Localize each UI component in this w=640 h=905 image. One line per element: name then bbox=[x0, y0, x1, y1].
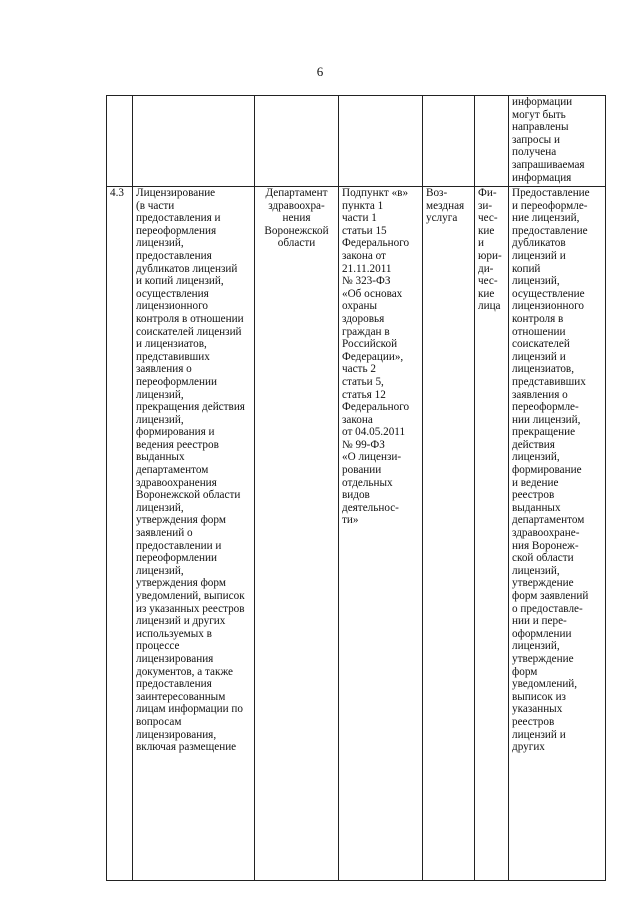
text-line: № 99-ФЗ bbox=[342, 438, 385, 451]
text-line: направлены bbox=[512, 121, 569, 134]
text-line: (в части bbox=[136, 199, 175, 212]
text-line: статьи 5, bbox=[342, 375, 384, 388]
text-line: запрашиваемая bbox=[512, 158, 585, 171]
text-line: предоставление bbox=[512, 224, 588, 237]
text-line: дубликатов bbox=[512, 237, 566, 250]
text-line: действия bbox=[512, 438, 555, 451]
text-line: закона от bbox=[342, 249, 386, 262]
text-line: департаментом bbox=[512, 514, 585, 527]
text-line: могут быть bbox=[512, 108, 566, 121]
text-line: лицензий и bbox=[512, 350, 566, 363]
cell-department bbox=[255, 187, 339, 881]
text-line: лицензий, bbox=[512, 640, 560, 653]
text-line: соискателей лицензий bbox=[136, 325, 242, 338]
text-line: из указанных реестров bbox=[136, 602, 245, 615]
text-line: лица bbox=[478, 300, 501, 313]
text-line: копий bbox=[512, 262, 541, 275]
text-line: здравоохра- bbox=[268, 199, 325, 212]
text-line: формирования и bbox=[136, 426, 215, 439]
text-line: лицензий, bbox=[512, 564, 560, 577]
cell-service-type bbox=[423, 187, 475, 881]
text-line: Фи- bbox=[478, 187, 497, 199]
text-line: форм заявлений bbox=[512, 590, 589, 602]
text-line: ние лицензий, bbox=[512, 212, 580, 225]
cell-recipient-empty bbox=[475, 96, 509, 187]
text-line: осуществление bbox=[512, 287, 585, 300]
text-line: видов bbox=[342, 489, 370, 502]
text-line: Воз- bbox=[426, 187, 448, 199]
text-line: переоформления bbox=[136, 224, 217, 237]
text-line: лицензирования bbox=[136, 652, 214, 665]
text-line: переоформле- bbox=[512, 401, 579, 414]
text-line: утверждение bbox=[512, 577, 574, 590]
text-line: утверждение bbox=[512, 652, 574, 665]
text-line: формирование bbox=[512, 464, 582, 477]
cell-department-empty bbox=[255, 96, 339, 187]
text-line: лицензий, bbox=[136, 564, 184, 577]
cell-info-continued bbox=[509, 96, 606, 187]
text-line: заинтересованным bbox=[136, 690, 226, 703]
text-line: ди- bbox=[478, 262, 494, 275]
text-line: зи- bbox=[478, 199, 493, 212]
text-line: и лицензиатов, bbox=[136, 338, 207, 351]
text-line: статьи 15 bbox=[342, 224, 387, 237]
cell-name-empty bbox=[133, 96, 255, 187]
text-line: отношении bbox=[512, 325, 566, 338]
text-line: реестров bbox=[512, 715, 555, 728]
text-line: «О лицензи- bbox=[342, 451, 402, 464]
text-line: включая размещение bbox=[136, 741, 237, 754]
text-line: представивших bbox=[512, 375, 586, 388]
text-line: запросы и bbox=[512, 133, 560, 146]
text-line: ти» bbox=[342, 514, 359, 527]
text-line: и переоформле- bbox=[512, 199, 588, 212]
text-line: лицензионного bbox=[512, 300, 584, 313]
text-line: соискателей bbox=[512, 338, 570, 351]
text-line: прекращения действия bbox=[136, 401, 245, 414]
text-line: кие bbox=[478, 224, 495, 237]
text-line: граждан в bbox=[342, 325, 390, 338]
text-line: отдельных bbox=[342, 476, 393, 489]
text-line: форм bbox=[512, 665, 538, 678]
text-line: выписок из bbox=[512, 690, 566, 703]
text-line: области bbox=[277, 237, 316, 250]
text-line: охраны bbox=[342, 300, 377, 313]
text-line: юри- bbox=[478, 249, 502, 262]
text-line: осуществления bbox=[136, 287, 209, 300]
text-line: контроля в отношении bbox=[136, 312, 244, 325]
text-line: нии и пере- bbox=[512, 615, 567, 628]
text-line: процессе bbox=[136, 640, 180, 653]
text-line: кие bbox=[478, 287, 495, 300]
text-line: статья 12 bbox=[342, 388, 386, 401]
text-line: оформлении bbox=[512, 627, 572, 640]
text-line: департаментом bbox=[136, 464, 209, 477]
text-line: о предоставле- bbox=[512, 602, 583, 615]
text-line: используемых в bbox=[136, 627, 212, 640]
text-line: чес- bbox=[478, 212, 498, 225]
text-line: Российской bbox=[342, 338, 398, 351]
text-line: и копий лицензий, bbox=[136, 275, 224, 288]
text-line: контроля в bbox=[512, 312, 564, 325]
cell-legal-basis bbox=[339, 187, 423, 881]
text-line: указанных bbox=[512, 703, 563, 716]
text-line: ровании bbox=[342, 464, 382, 477]
text-line: лицензий и bbox=[512, 249, 566, 262]
text-line: № 323-ФЗ bbox=[342, 275, 391, 288]
text-line: ведения реестров bbox=[136, 438, 219, 451]
text-line: информация bbox=[512, 171, 572, 184]
text-line: переоформлении bbox=[136, 552, 217, 565]
text-line: заявления о bbox=[136, 363, 192, 376]
text-line: чес- bbox=[478, 275, 498, 288]
text-line: лицензирования, bbox=[136, 728, 217, 741]
text-line: реестров bbox=[512, 489, 555, 502]
text-line: лицензий, bbox=[136, 237, 184, 250]
cell-service-name bbox=[133, 187, 255, 881]
text-line: здравоохране- bbox=[512, 527, 580, 540]
services-table bbox=[106, 95, 606, 881]
text-line: 21.11.2011 bbox=[342, 262, 392, 275]
text-line: предоставления и bbox=[136, 212, 221, 225]
text-line: нии лицензий, bbox=[512, 413, 581, 426]
text-line: лицензий, bbox=[136, 413, 184, 426]
text-line: лицензий, bbox=[136, 388, 184, 401]
text-line: от 04.05.2011 bbox=[342, 426, 406, 439]
text-line: Воронежской bbox=[264, 224, 329, 237]
text-line: вопросам bbox=[136, 715, 182, 728]
text-line: предоставления bbox=[136, 678, 212, 691]
text-line: услуга bbox=[426, 212, 458, 225]
text-line: ской области bbox=[512, 552, 574, 565]
text-line: уведомлений, bbox=[512, 678, 578, 691]
text-line: мездная bbox=[426, 199, 465, 212]
text-line: утверждения форм bbox=[136, 577, 226, 590]
text-line: представивших bbox=[136, 350, 210, 363]
text-line: лицензий и bbox=[512, 728, 566, 741]
text-line: дубликатов лицензий bbox=[136, 262, 238, 275]
table-row-continued bbox=[107, 96, 606, 187]
text-line: части 1 bbox=[342, 212, 377, 225]
text-line: Департамент bbox=[265, 187, 328, 199]
text-line: Воронежской области bbox=[136, 489, 241, 502]
text-line: документов, а также bbox=[136, 665, 233, 678]
text-line: «Об основах bbox=[342, 287, 403, 300]
text-line: Лицензирование bbox=[136, 187, 216, 199]
text-line: Федерации», bbox=[342, 350, 404, 363]
text-line: других bbox=[512, 741, 545, 754]
text-line: Федерального bbox=[342, 401, 410, 414]
cell-info bbox=[509, 187, 606, 881]
text-line: часть 2 bbox=[342, 363, 376, 376]
text-line: пункта 1 bbox=[342, 199, 384, 212]
text-line: лицензиатов, bbox=[512, 363, 575, 376]
cell-number-empty bbox=[107, 96, 133, 187]
text-line: предоставления bbox=[136, 249, 212, 262]
text-line: переоформлении bbox=[136, 375, 217, 388]
cell-service-type-empty bbox=[423, 96, 475, 187]
cell-number: 4.3 bbox=[107, 187, 133, 881]
text-line: лицензий, bbox=[512, 451, 560, 464]
text-line: Федерального bbox=[342, 237, 410, 250]
text-line: лицам информации по bbox=[136, 703, 243, 716]
text-line: ния Воронеж- bbox=[512, 539, 579, 552]
page-number: 6 bbox=[316, 64, 324, 79]
table-row-4-3 bbox=[107, 187, 606, 881]
text-line: и ведение bbox=[512, 476, 559, 489]
cell-recipients bbox=[475, 187, 509, 881]
text-line: здоровья bbox=[342, 312, 385, 325]
text-line: выданных bbox=[512, 501, 561, 514]
text-line: заявлений о bbox=[136, 527, 193, 540]
text-line: лицензий и других bbox=[136, 615, 226, 628]
cell-legal-basis-empty bbox=[339, 96, 423, 187]
text-line: деятельнос- bbox=[342, 501, 399, 514]
text-line: Предоставление bbox=[512, 187, 590, 199]
text-line: и bbox=[478, 237, 484, 250]
text-line: нения bbox=[282, 212, 311, 225]
text-line: прекращение bbox=[512, 426, 576, 439]
text-line: Подпункт «в» bbox=[342, 187, 409, 199]
text-line: предоставлении и bbox=[136, 539, 222, 552]
text-line: лицензионного bbox=[136, 300, 208, 313]
text-line: заявления о bbox=[512, 388, 568, 401]
text-line: уведомлений, выписок bbox=[136, 590, 245, 602]
text-line: лицензий, bbox=[136, 501, 184, 514]
text-line: выданных bbox=[136, 451, 185, 464]
text-line: закона bbox=[342, 413, 373, 426]
text-line: информации bbox=[512, 96, 573, 108]
text-line: получена bbox=[512, 146, 557, 159]
text-line: здравоохранения bbox=[136, 476, 217, 489]
text-line: утверждения форм bbox=[136, 514, 226, 527]
text-line: лицензий, bbox=[512, 275, 560, 288]
